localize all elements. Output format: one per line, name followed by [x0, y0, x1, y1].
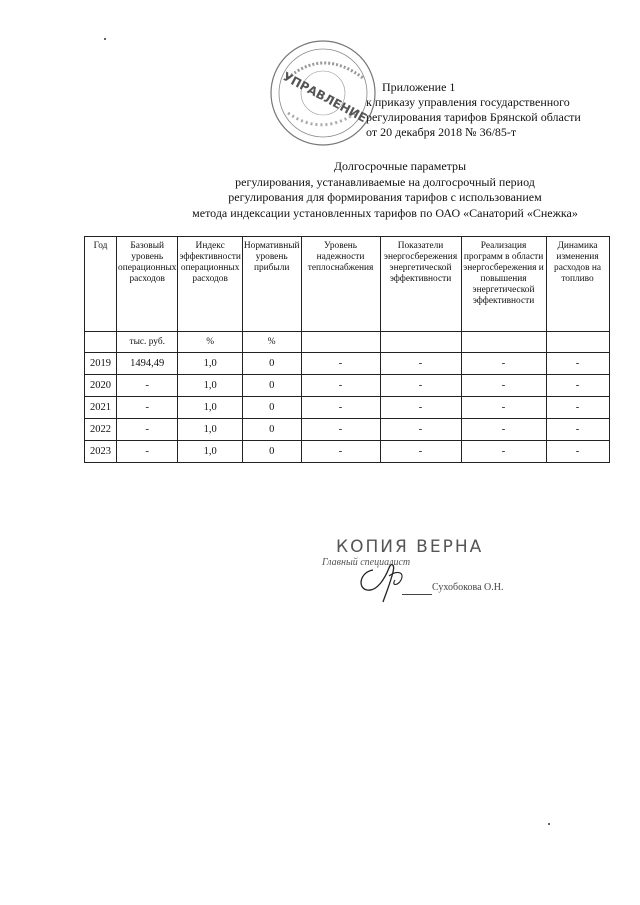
table-cell: - [117, 375, 178, 397]
annex-header [366, 80, 626, 140]
table-cell: 2022 [85, 419, 117, 441]
table-cell: - [461, 397, 546, 419]
table-cell: - [380, 397, 461, 419]
table-cell: 2019 [85, 353, 117, 375]
copy-label: КОПИЯ ВЕРНА [336, 537, 484, 557]
column-header: Индекс эффективности операционных расходов [178, 237, 242, 332]
copy-subtitle: Главный специалист [322, 557, 411, 568]
unit-cell: % [178, 332, 242, 353]
column-header: Динамика изменения расходов на топливо [546, 237, 609, 332]
table-cell: 1,0 [178, 397, 242, 419]
table-cell: 1,0 [178, 419, 242, 441]
title-line: метода индексации установленных тарифов по ОАО «Санаторий «Снежка» [192, 205, 578, 220]
table-cell: - [380, 441, 461, 463]
table-cell: - [301, 353, 380, 375]
table-cell: - [301, 419, 380, 441]
table-cell: - [461, 375, 546, 397]
unit-cell [380, 332, 461, 353]
parameters-table [84, 236, 610, 463]
column-header: Уровень надежности теплоснабжения [301, 237, 380, 332]
table-cell: - [546, 375, 609, 397]
speck-mark [104, 38, 106, 40]
annex-line: к приказу управления государственного [366, 95, 570, 109]
annex-line: от 20 декабря 2018 № 36/85-т [366, 125, 517, 139]
table-cell: - [380, 419, 461, 441]
table-cell: - [301, 441, 380, 463]
table-cell: 1,0 [178, 375, 242, 397]
table-cell: - [546, 397, 609, 419]
table-cell: 0 [242, 441, 301, 463]
handwritten-signature [355, 558, 435, 603]
table-cell: - [117, 419, 178, 441]
table-cell: - [380, 375, 461, 397]
speck-mark [548, 823, 550, 825]
table-header-row [85, 237, 610, 332]
table-cell: - [117, 441, 178, 463]
table-row [85, 419, 610, 441]
table-cell: 1,0 [178, 353, 242, 375]
table-row [85, 441, 610, 463]
table-cell: 2021 [85, 397, 117, 419]
stamp-text: УПРАВЛЕНИЕ [280, 69, 370, 126]
title-line: регулирования для формирования тарифов с использованием [228, 190, 542, 204]
annex-line: регулирования тарифов Брянской области [366, 110, 581, 124]
official-stamp [268, 38, 378, 148]
table-cell: 0 [242, 375, 301, 397]
annex-line: Приложение 1 [382, 80, 456, 94]
units-row [85, 332, 610, 353]
title-line: Долгосрочные параметры [333, 159, 467, 173]
table-cell: - [301, 397, 380, 419]
table-cell: 0 [242, 353, 301, 375]
unit-cell [301, 332, 380, 353]
table-cell: - [461, 353, 546, 375]
table-cell: - [461, 419, 546, 441]
column-header: Показатели энергосбережения энергетической эффективности [380, 237, 461, 332]
unit-cell [546, 332, 609, 353]
unit-cell [461, 332, 546, 353]
table-cell: 0 [242, 397, 301, 419]
unit-cell: тыс. руб. [117, 332, 178, 353]
table-cell: - [546, 441, 609, 463]
column-header: Базовый уровень операционных расходов [117, 237, 178, 332]
column-header: Нормативный уровень прибыли [242, 237, 301, 332]
table-row [85, 397, 610, 419]
table-cell: 2020 [85, 375, 117, 397]
table-cell: - [380, 353, 461, 375]
table-cell: - [301, 375, 380, 397]
unit-cell [85, 332, 117, 353]
document-title [140, 159, 630, 221]
column-header: Год [85, 237, 117, 332]
table-cell: 1,0 [178, 441, 242, 463]
table-cell: 1494,49 [117, 353, 178, 375]
table-cell: - [546, 419, 609, 441]
table-cell: 0 [242, 419, 301, 441]
table-row [85, 353, 610, 375]
column-header: Реализация программ в области энергосбережения и повышения энергетической эффективности [461, 237, 546, 332]
signer-name: Сухобокова О.Н. [432, 582, 504, 593]
table-row [85, 375, 610, 397]
table-cell: - [546, 353, 609, 375]
table-cell: - [461, 441, 546, 463]
title-line: регулирования, устанавливаемые на долгосрочный период [235, 174, 535, 189]
unit-cell: % [242, 332, 301, 353]
parameters-table-wrapper [84, 236, 610, 463]
table-cell: - [117, 397, 178, 419]
table-cell: 2023 [85, 441, 117, 463]
signature-line [402, 594, 432, 595]
